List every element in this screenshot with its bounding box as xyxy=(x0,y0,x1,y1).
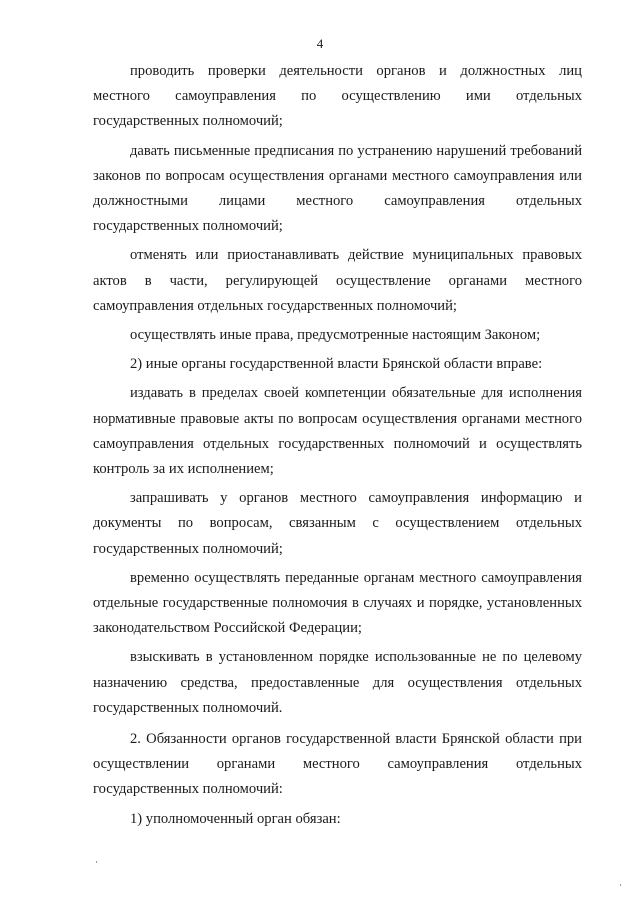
page-number: 4 xyxy=(316,36,324,51)
paragraph-request-info: запрашивать у органов местного самоуправления информацию и документы по вопросам, связанным с осуществлением отдельных государственных полномочий; xyxy=(93,490,582,557)
paragraph-authorized-body-obliged: 1) уполномоченный орган обязан: xyxy=(130,810,341,827)
paragraph-inspections: проводить проверки деятельности органов и должностных лиц местного самоуправления по осуществлению ими отдельных государственных полномочий; xyxy=(93,63,582,130)
paragraph-issue-acts: издавать в пределах своей компетенции обязательные для исполнения нормативные правовые акты по вопросам осуществления органами местного самоуправления отдельных государственных полномочий и осуществлять контроль за их исполнением; xyxy=(93,385,582,478)
paragraph-written-orders: давать письменные предписания по устранению нарушений требований законов по вопросам осуществления органами местного самоуправления или должностными лицами местного самоуправления отдельных государственных полномочий; xyxy=(93,142,582,235)
paragraph-section-2-duties: 2. Обязанности органов государственной власти Брянской области при осуществлении органами местного самоуправления отдельных государственных полномочий: xyxy=(93,731,582,798)
paragraph-other-rights: осуществлять иные права, предусмотренные настоящим Законом; xyxy=(130,327,541,344)
paragraph-recover-funds: взыскивать в установленном порядке использованные не по целевому назначению средства, предоставленные для осуществления отдельных государственных полномочий. xyxy=(93,649,582,716)
paragraph-other-bodies-heading: 2) иные органы государственной власти Брянской области вправе: xyxy=(130,356,543,373)
paragraph-temporary-exercise: временно осуществлять переданные органам местного самоуправления отдельные государственные полномочия в случаях и порядке, установленных законодательством Российской Федерации; xyxy=(93,569,582,637)
document-body xyxy=(93,59,582,836)
paragraph-cancel-acts: отменять или приостанавливать действие муниципальных правовых актов в части, регулирующей осуществление органами местного самоуправления отдельных государственных полномочий; xyxy=(93,247,582,314)
